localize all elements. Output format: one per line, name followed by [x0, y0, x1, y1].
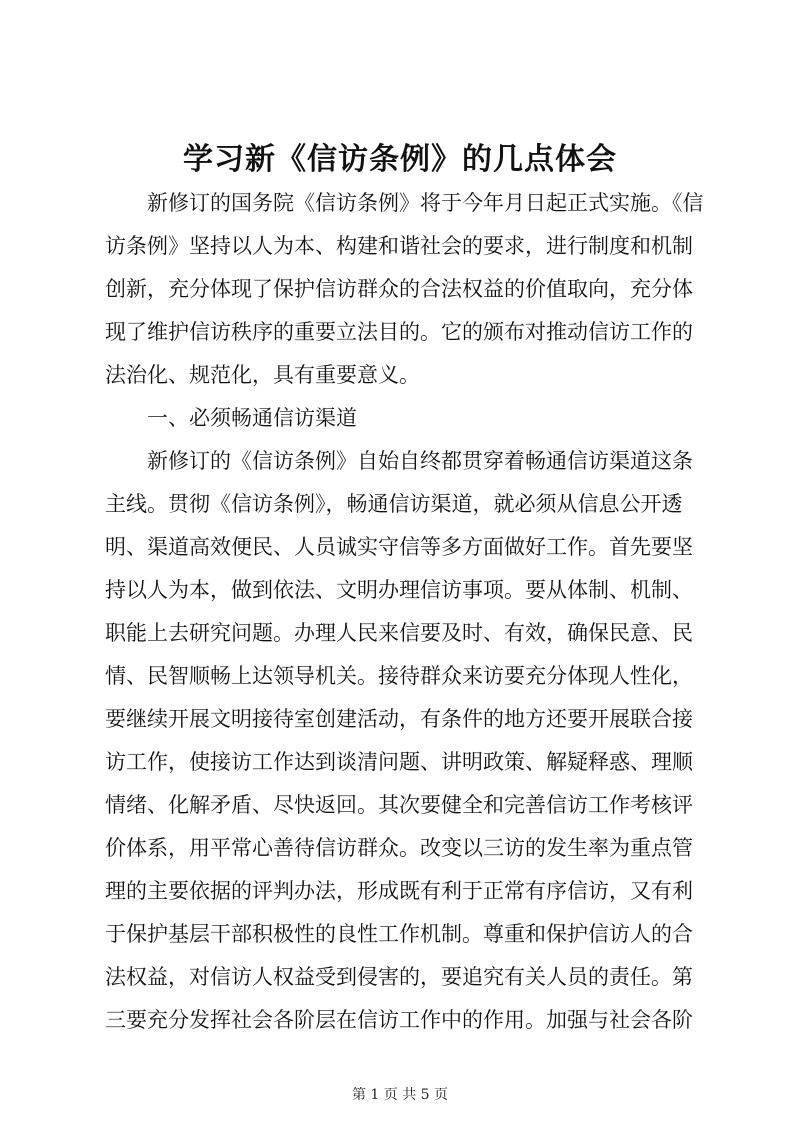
text-line-content: 价体系，用平常心善待信访群众。改变以三访的发生率为重点管 — [105, 836, 693, 860]
text-line — [0, 959, 800, 995]
text-line — [0, 486, 800, 522]
text-line-content: 职能上去研究问题。办理人民来信要及时、有效，确保民意、民 — [105, 621, 693, 645]
text-line — [0, 701, 800, 737]
page-footer: 第 1 页 共 5 页 — [351, 1087, 449, 1103]
text-line-content: 一、必须畅通信访渠道 — [147, 406, 357, 430]
text-line-content: 创新，充分体现了保护信访群众的合法权益的价值取向，充分体 — [105, 277, 693, 301]
text-line — [0, 744, 800, 780]
text-line — [0, 529, 800, 565]
text-line — [0, 314, 800, 350]
text-line — [0, 658, 800, 694]
text-line-content: 明、渠道高效便民、人员诚实守信等多方面做好工作。首先要坚 — [105, 535, 693, 559]
text-line — [0, 185, 800, 221]
document-title: 学习新《信访条例》的几点体会 — [183, 142, 617, 177]
text-line-content: 法治化、规范化，具有重要意义。 — [105, 363, 420, 387]
text-line — [0, 443, 800, 479]
text-line-content: 要继续开展文明接待室创建活动，有条件的地方还要开展联合接 — [105, 707, 693, 731]
text-line-content: 访条例》坚持以人为本、构建和谐社会的要求，进行制度和机制 — [105, 234, 693, 258]
text-line-content: 三要充分发挥社会各阶层在信访工作中的作用。加强与社会各阶 — [105, 1008, 693, 1032]
text-line-content: 主线。贯彻《信访条例》，畅通信访渠道，就必须从信息公开透 — [105, 492, 683, 516]
text-line — [0, 271, 800, 307]
text-line-content: 访工作，使接访工作达到谈清问题、讲明政策、解疑释惑、理顺 — [105, 750, 693, 774]
text-line-content: 现了维护信访秩序的重要立法目的。它的颁布对推动信访工作的 — [105, 320, 693, 344]
text-line-content: 于保护基层干部积极性的良性工作机制。尊重和保护信访人的合 — [105, 922, 693, 946]
text-line-content: 法权益，对信访人权益受到侵害的，要追究有关人员的责任。第 — [105, 965, 693, 989]
section-heading — [0, 400, 800, 436]
text-line-content: 情、民智顺畅上达领导机关。接待群众来访要充分体现人性化， — [105, 664, 693, 688]
text-line — [0, 615, 800, 651]
text-line — [0, 787, 800, 823]
text-line — [0, 572, 800, 608]
text-line — [0, 357, 800, 393]
text-line — [0, 228, 800, 264]
text-line-content: 理的主要依据的评判办法，形成既有利于正常有序信访，又有利 — [105, 879, 693, 903]
text-line — [0, 916, 800, 952]
text-line — [0, 873, 800, 909]
text-line — [0, 830, 800, 866]
text-line-content: 持以人为本，做到依法、文明办理信访事项。要从体制、机制、 — [105, 578, 693, 602]
text-line-content: 新修订的《信访条例》自始自终都贯穿着畅通信访渠道这条 — [147, 449, 693, 473]
text-line — [0, 1002, 800, 1038]
text-line-content: 情绪、化解矛盾、尽快返回。其次要健全和完善信访工作考核评 — [105, 793, 693, 817]
text-line-content: 新修订的国务院《信访条例》将于今年月日起正式实施。《信 — [147, 191, 704, 215]
